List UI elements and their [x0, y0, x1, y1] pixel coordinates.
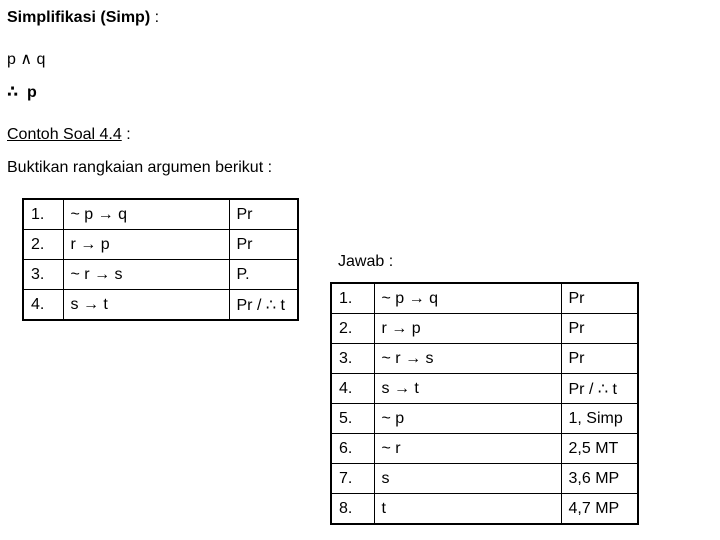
answer-reason-cell: 3,6 MP: [561, 464, 638, 494]
example-label: Contoh Soal 4.4: [7, 126, 122, 143]
answer-row: [331, 314, 638, 344]
answer-reason-cell: 1, Simp: [561, 404, 638, 434]
answer-expr-cell: s: [374, 464, 561, 494]
answer-reason-cell: Pr: [561, 283, 638, 314]
answer-expr-cell: s → t: [374, 374, 561, 404]
problem-num-cell: 4.: [23, 290, 63, 321]
therefore-icon: ∴: [7, 84, 19, 101]
answer-row: [331, 434, 638, 464]
problem-reason-cell: P.: [229, 260, 298, 290]
problem-table: [22, 198, 299, 321]
rule-premise: p ∧ q: [7, 51, 46, 68]
problem-row: [23, 199, 298, 230]
answer-table-body: [331, 283, 638, 524]
problem-num-cell: 3.: [23, 260, 63, 290]
answer-expr-cell: ~ p: [374, 404, 561, 434]
answer-expr-cell: ~ r → s: [374, 344, 561, 374]
answer-row: [331, 404, 638, 434]
problem-row: [23, 230, 298, 260]
rule-conclusion-line: [7, 82, 37, 102]
answer-expr-cell: ~ r: [374, 434, 561, 464]
answer-row: [331, 494, 638, 525]
problem-expr-cell: r → p: [63, 230, 229, 260]
answer-reason-cell: 2,5 MT: [561, 434, 638, 464]
answer-num-cell: 8.: [331, 494, 374, 525]
answer-row: [331, 374, 638, 404]
answer-reason-cell: 4,7 MP: [561, 494, 638, 525]
answer-reason-cell: Pr: [561, 344, 638, 374]
answer-label: Jawab :: [338, 253, 394, 270]
heading: [7, 9, 159, 27]
answer-expr-cell: r → p: [374, 314, 561, 344]
answer-num-cell: 1.: [331, 283, 374, 314]
answer-expr-cell: t: [374, 494, 561, 525]
answer-row: [331, 464, 638, 494]
answer-num-cell: 4.: [331, 374, 374, 404]
answer-table: [330, 282, 639, 525]
problem-expr-cell: s → t: [63, 290, 229, 321]
answer-num-cell: 6.: [331, 434, 374, 464]
answer-reason-cell: Pr: [561, 314, 638, 344]
heading-colon: :: [150, 9, 160, 26]
answer-row: [331, 344, 638, 374]
example-heading: [7, 126, 131, 144]
heading-title: Simplifikasi (Simp): [7, 9, 151, 26]
problem-reason-cell: Pr: [229, 230, 298, 260]
problem-num-cell: 1.: [23, 199, 63, 230]
problem-row: [23, 290, 298, 321]
answer-num-cell: 2.: [331, 314, 374, 344]
problem-reason-cell: Pr: [229, 199, 298, 230]
answer-row: [331, 283, 638, 314]
problem-row: [23, 260, 298, 290]
answer-reason-cell: Pr / ∴ t: [561, 374, 638, 404]
problem-reason-cell: Pr / ∴ t: [229, 290, 298, 321]
answer-num-cell: 7.: [331, 464, 374, 494]
rule-conclusion: p: [27, 84, 37, 101]
example-colon: :: [121, 126, 131, 143]
answer-expr-cell: ~ p → q: [374, 283, 561, 314]
answer-num-cell: 5.: [331, 404, 374, 434]
problem-expr-cell: ~ p → q: [63, 199, 229, 230]
problem-table-body: [23, 199, 298, 320]
problem-num-cell: 2.: [23, 230, 63, 260]
problem-expr-cell: ~ r → s: [63, 260, 229, 290]
answer-num-cell: 3.: [331, 344, 374, 374]
instruction-text: Buktikan rangkaian argumen berikut :: [7, 159, 273, 176]
